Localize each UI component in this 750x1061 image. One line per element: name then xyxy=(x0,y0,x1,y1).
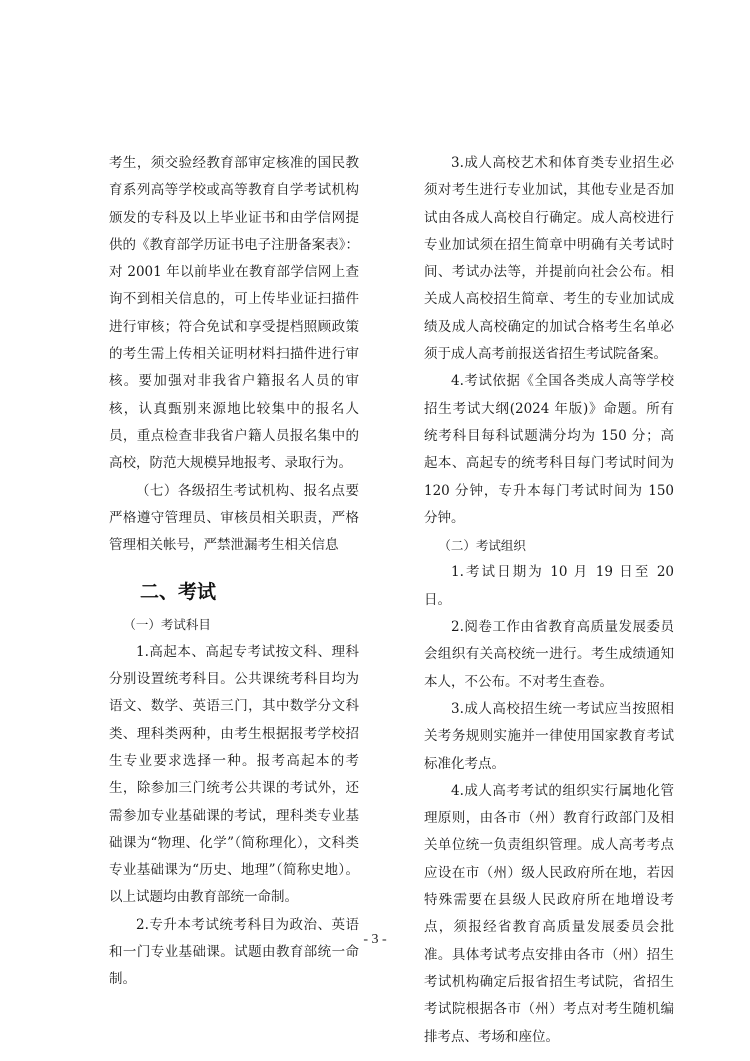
paragraph-subjects-2: 2.专升本考试统考科目为政治、英语和一门专业基础课。试题由教育部统一命制。 xyxy=(109,916,359,988)
paragraph-subjects-1: 1.高起本、高起专考试按文科、理科分别设置统考科目。公共课统考科目均为语文、数学、英语三门，其中数学分文科类、理科类两种，由考生根据报考学校招生专业要求选择一种。报考高起本的考生，除参加三门统考公共课的考试外，还需参加专业基础课的考试，理科类专业基础课为“物理、化学”（简称理化），文科类专业基础课为“历史、地理”（简称史地）。以上试题均由教育部统一命制。 xyxy=(109,643,359,906)
subheading-exam-organization: （二）考试组织 xyxy=(438,538,526,554)
paragraph-org-2: 2.阅卷工作由省教育高质量发展委员会组织有关高校统一进行。考生成绩通知本人，不公布。不对考生查卷。 xyxy=(424,619,674,690)
subheading-exam-subjects: （一）考试科目 xyxy=(123,617,211,633)
paragraph-org-3: 3.成人高校招生统一考试应当按照相关考务规则实施并一律使用国家教育考试标准化考点。 xyxy=(424,700,674,772)
page-number: - 3 - xyxy=(363,932,387,947)
section-heading: 二、考试 xyxy=(140,581,217,604)
paragraph-org-4: 4.成人高考考试的组织实行属地化管理原则，由各市（州）教育行政部门及相关单位统一负责组织管理。成人高考考点应设在市（州）级人民政府所在地，若因特殊需要在县级人民政府所在地增设考点，须报经省教育高质量发展委员会批准。具体考试考点安排由各市（州）招生考试机构确定后报省招生考试院，省招生考试院根据各市（州）考点对考生随机编排考点、考场和座位。 xyxy=(424,782,674,1045)
paragraph-continued: 考生，须交验经教育部审定核准的国民教育系列高等学校或高等教育自学考试机构颁发的专科及以上毕业证书和由学信网提供的《教育部学历证书电子注册备案表》：对 2001 年以前毕业在教育部学信网上查询不到相关信息的，可上传毕业证扫描件进行审核；符合免试和享受提档照顾政策的考生需上传相关证明材料扫描件进行审核。要加强对非我省户籍报名人员的审核，认真甄别来源地比较集中的报名人员，重点检查非我省户籍人员报名集中的高校，防范大规模异地报考、录取行为。 xyxy=(109,155,359,472)
left-column xyxy=(109,150,359,994)
paragraph-org-1: 1.考试日期为 10 月 19 日至 20 日。 xyxy=(424,564,674,608)
paragraph-subjects-3: 3.成人高校艺术和体育类专业招生必须对考生进行专业加试，其他专业是否加试由各成人高校自行确定。成人高校进行专业加试须在招生简章中明确有关考试时间、考试办法等，并提前向社会公布。相关成人高校招生简章、考生的专业加试成绩及成人高校确定的加试合格考生名单必须于成人高考前报送省招生考试院备案。 xyxy=(424,155,674,363)
right-column xyxy=(424,150,674,1051)
paragraph-subjects-4: 4.考试依据《全国各类成人高等学校招生考试大纲(2024 年版)》命题。所有统考科目每科试题满分均为 150 分；高起本、高起专的统考科目每门考试时间为 120 分钟，专升本每门考试时间为 150 分钟。 xyxy=(424,373,674,526)
paragraph-item-7: （七）各级招生考试机构、报名点要严格遵守管理员、审核员相关职责，严格管理相关帐号，严禁泄漏考生相关信息 xyxy=(109,482,359,554)
